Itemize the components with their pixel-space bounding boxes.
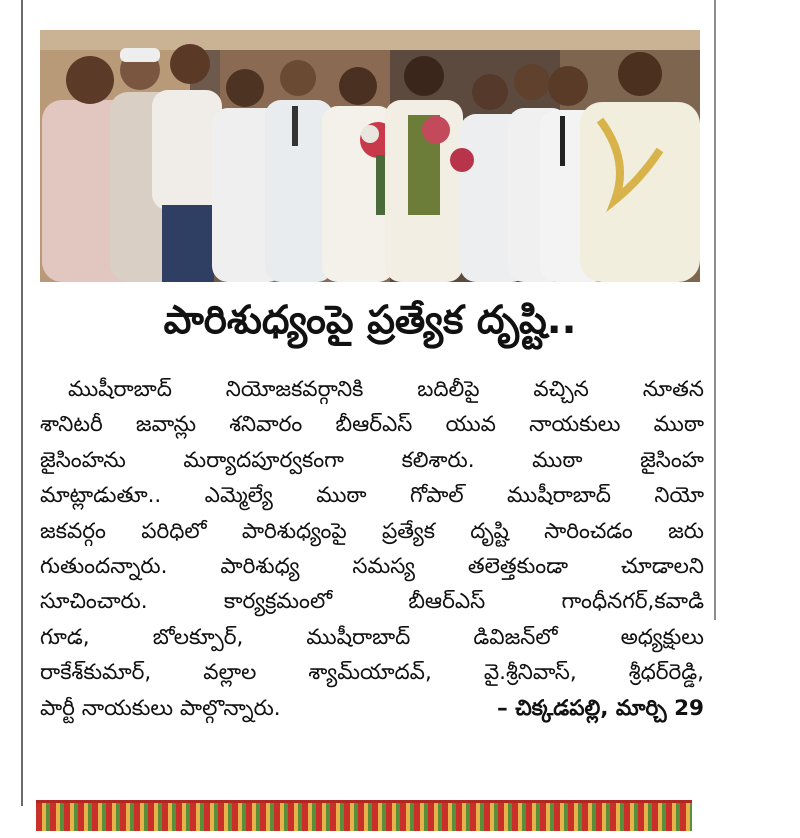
column-rule-left [21,0,23,806]
body-last-line [40,691,704,726]
body-line: మాట్లాడుతూ.. ఎమ్మెల్యే ముఠా గోపాల్ ముషీరాబాద్ నియో [40,483,704,509]
article-body [40,372,704,726]
dateline: – చిక్కడపల్లి, మార్చి 29 [496,695,704,721]
body-line: గూడ, బోలక్పూర్, ముషీరాబాద్ డివిజన్‌లో అధ్యక్షులు [40,624,704,650]
article-headline: పారిశుధ్యంపై ప్రత్యేక దృష్టి.. [163,298,577,343]
body-line: ముషీరాబాద్ నియోజకవర్గానికి బదిలీపై వచ్చిన నూతన [68,377,704,402]
column-rule-right [714,0,716,620]
body-line: జకవర్గం పరిధిలో పారిశుధ్యంపై ప్రత్యేక దృష్టి సారించడం జరు [40,518,704,544]
body-line: పార్టీ నాయకులు పాల్గొన్నారు. [40,695,281,721]
body-line: జైసింహను మర్యాదపూర్వకంగా కలిశారు. ముఠా జైసింహ [40,447,704,473]
news-photo [40,30,700,282]
body-line: శానిటరీ జవాన్లు శనివారం బీఆర్ఎస్ యువ నాయకులు ముఠా [40,412,704,438]
next-article-border [36,800,692,831]
body-line: సూచించారు. కార్యక్రమంలో బీఆర్ఎస్ గాంధీనగర్,కవాడి [40,589,704,615]
body-line: గుతుందన్నారు. పారిశుధ్య సమస్య తలెత్తకుండా చూడాలని [40,554,704,580]
body-line: రాకేశ్‌కుమార్, వల్లాల శ్యామ్‌యాదవ్, వై.శ్రీనివాస్, శ్రీధర్‌రెడ్డి, [40,660,704,686]
